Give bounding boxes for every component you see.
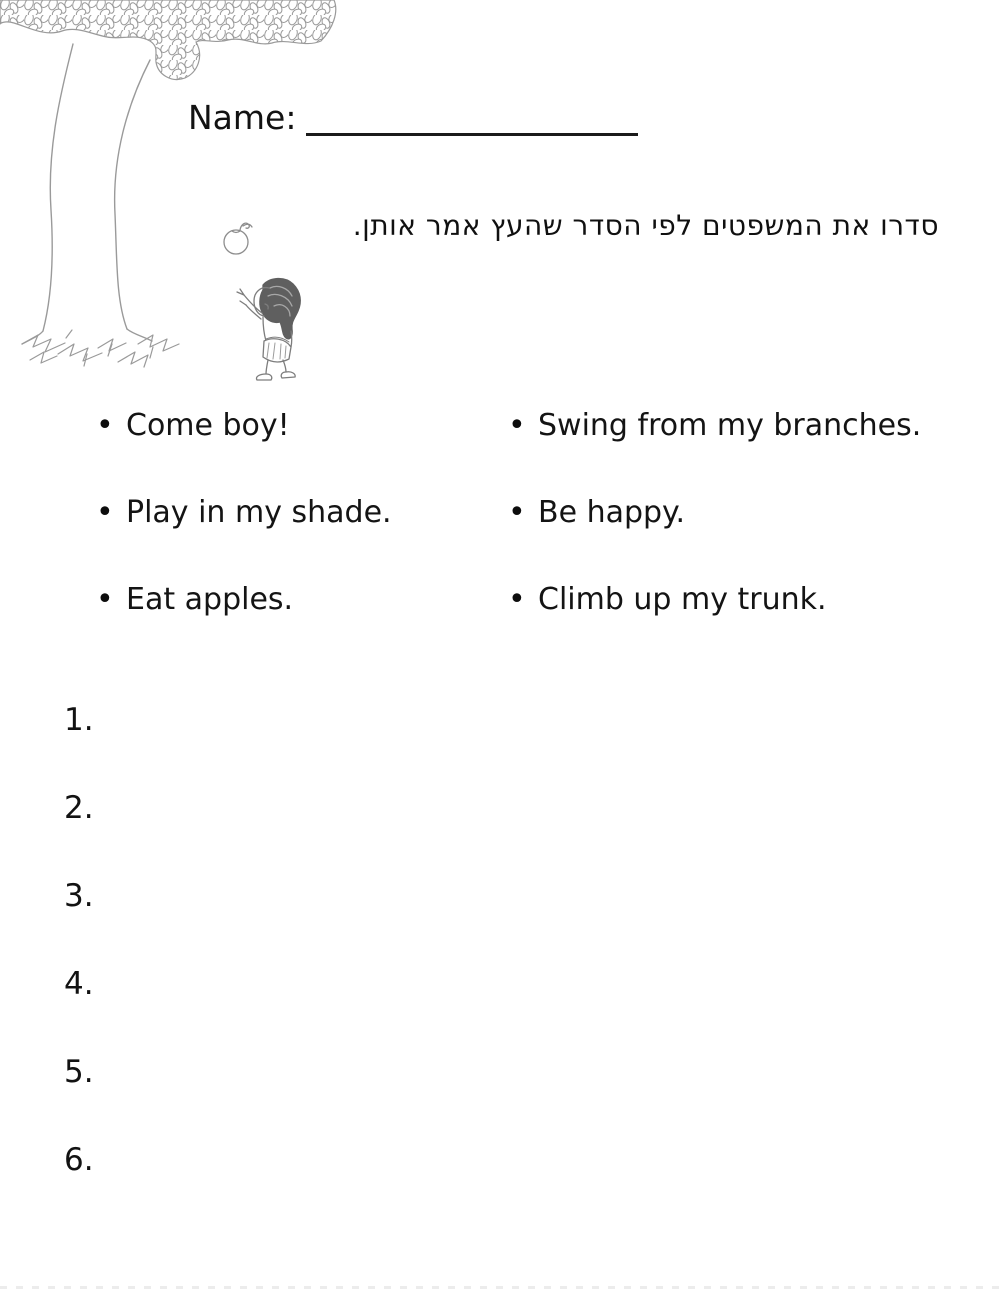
word-bank-item[interactable] <box>96 408 508 444</box>
answer-blank-area[interactable] <box>116 1048 676 1082</box>
word-bank-item[interactable] <box>96 582 508 618</box>
boy-figure <box>237 278 300 380</box>
word-bank-text: Swing from my branches. <box>538 408 922 443</box>
scan-artifact-line <box>0 1286 1000 1289</box>
word-bank-item[interactable] <box>508 495 921 531</box>
answer-slot-1[interactable] <box>64 696 676 738</box>
word-bank-text: Eat apples. <box>126 582 294 617</box>
grass-roots <box>22 330 179 367</box>
tree-trunk <box>22 44 152 344</box>
answer-slot-5[interactable] <box>64 1048 676 1090</box>
answer-list <box>64 696 676 1224</box>
word-bank-right-column <box>508 408 921 669</box>
bullet-icon: • <box>508 408 526 443</box>
answer-blank-area[interactable] <box>116 696 676 730</box>
apple-icon <box>224 223 252 254</box>
tree-canopy <box>0 0 336 80</box>
answer-slot-2[interactable] <box>64 784 676 826</box>
answer-slot-6[interactable] <box>64 1136 676 1178</box>
answer-number: 6. <box>64 1142 94 1178</box>
bullet-icon: • <box>508 495 526 530</box>
giving-tree-illustration <box>0 0 360 395</box>
answer-number: 4. <box>64 966 94 1002</box>
answer-number: 3. <box>64 878 94 914</box>
word-bank-text: Come boy! <box>126 408 290 443</box>
answer-blank-area[interactable] <box>116 872 676 906</box>
word-bank-item[interactable] <box>508 582 921 618</box>
word-bank-text: Be happy. <box>538 495 686 530</box>
answer-slot-4[interactable] <box>64 960 676 1002</box>
word-bank-item[interactable] <box>508 408 921 444</box>
answer-number: 5. <box>64 1054 94 1090</box>
answer-number: 2. <box>64 790 94 826</box>
name-label: Name: <box>188 97 297 137</box>
bullet-icon: • <box>96 408 114 443</box>
hebrew-instruction: סדרו את המשפטים לפי הסדר שהעץ אמר אותן. <box>352 209 939 242</box>
word-bank-text: Play in my shade. <box>126 495 392 530</box>
answer-blank-area[interactable] <box>116 960 676 994</box>
name-blank-line[interactable] <box>306 99 638 136</box>
answer-blank-area[interactable] <box>116 784 676 818</box>
word-bank <box>96 408 921 669</box>
answer-blank-area[interactable] <box>116 1136 676 1170</box>
bullet-icon: • <box>508 582 526 617</box>
answer-number: 1. <box>64 702 94 738</box>
name-row <box>188 99 638 136</box>
word-bank-text: Climb up my trunk. <box>538 582 827 617</box>
bullet-icon: • <box>96 495 114 530</box>
bullet-icon: • <box>96 582 114 617</box>
word-bank-item[interactable] <box>96 495 508 531</box>
answer-slot-3[interactable] <box>64 872 676 914</box>
word-bank-left-column <box>96 408 508 669</box>
